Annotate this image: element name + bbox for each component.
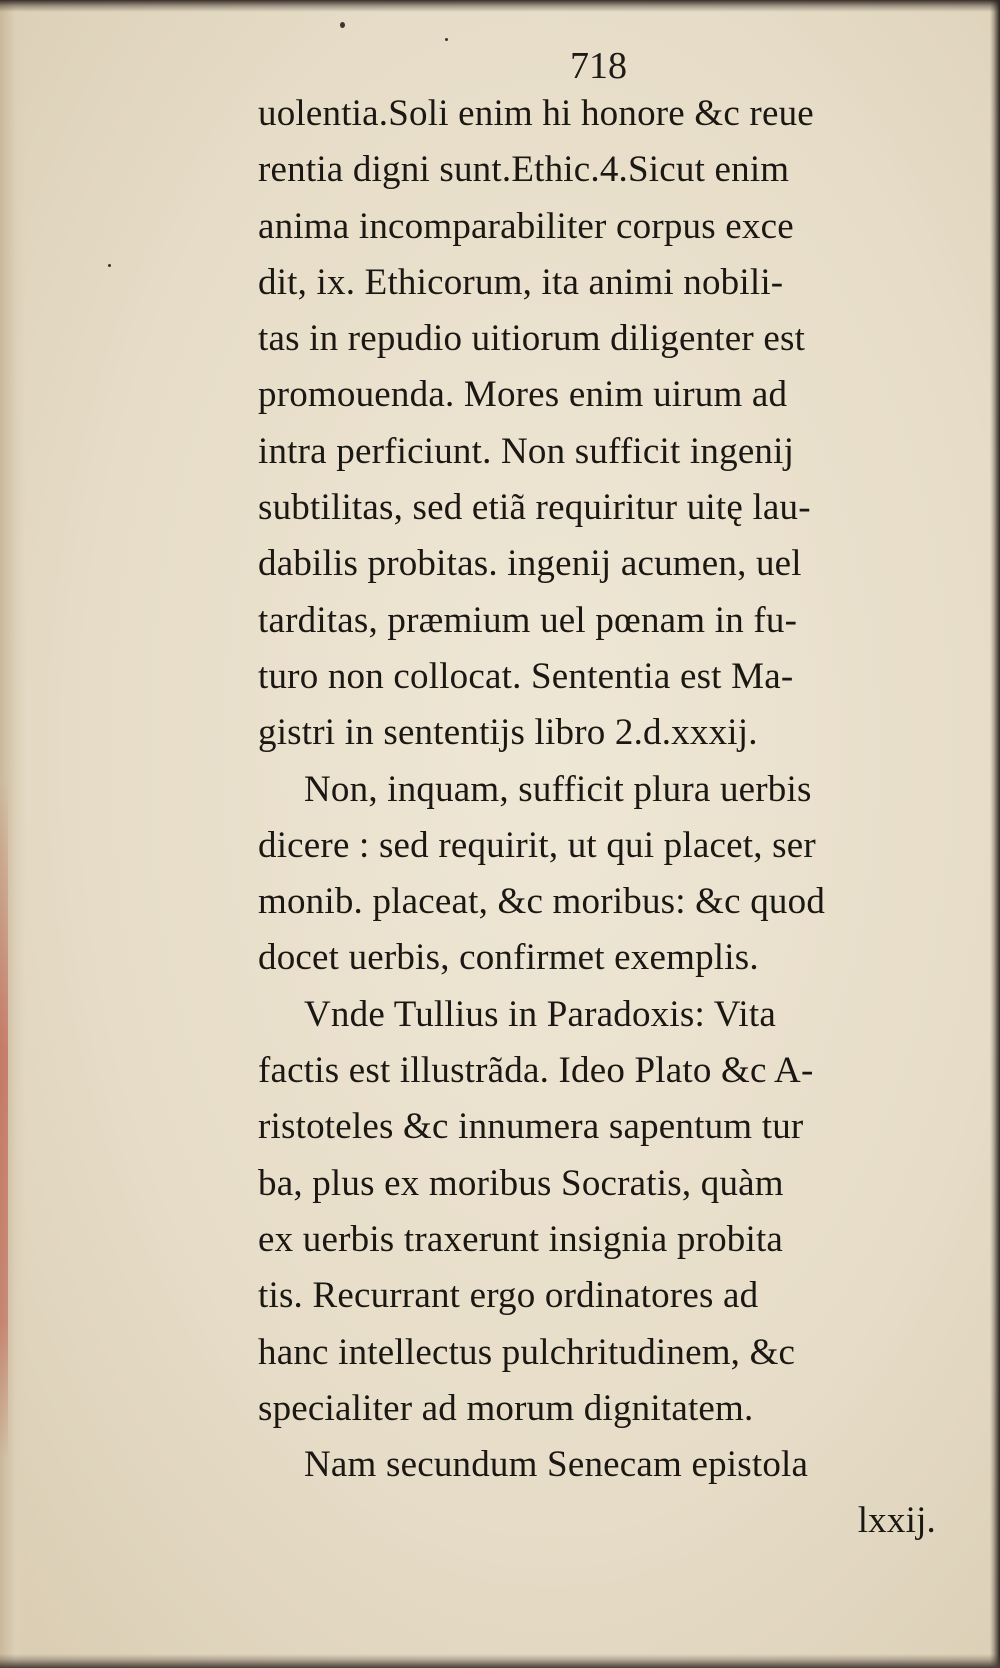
red-page-edge [0, 780, 8, 1460]
text-line: docet uerbis, confirmet exemplis. [258, 937, 759, 979]
text-line: ex uerbis traxerunt insignia probita [258, 1218, 784, 1260]
text-line: hanc intellectus pulchritudinem, &c [258, 1331, 796, 1373]
body-text [258, 86, 962, 1550]
text-line: tas in repudio uitiorum diligenter est [258, 318, 806, 360]
text-line: dabilis probitas. ingenij acumen, uel [258, 543, 802, 585]
paragraph-start-line: Non, inquam, sufficit plura uerbis [304, 768, 812, 810]
text-line: tis. Recurrant ergo ordinatores ad [258, 1275, 759, 1317]
text-line: ristoteles &c innumera sapentum tur [258, 1106, 804, 1148]
text-line: factis est illustrãda. Ideo Plato &c A- [258, 1050, 814, 1092]
top-page-edge [0, 0, 1000, 12]
text-line: turo non collocat. Sententia est Ma- [258, 655, 794, 697]
bottom-page-edge [0, 1654, 1000, 1668]
text-line-right: lxxij. [857, 1500, 936, 1542]
text-line: rentia digni sunt.Ethic.4.Sicut enim [258, 149, 790, 191]
ink-speck [340, 22, 345, 28]
ink-speck [108, 264, 111, 267]
paragraph-start-line: Vnde Tullius in Paradoxis: Vita [304, 993, 777, 1035]
ink-speck [445, 38, 448, 41]
text-line: promouenda. Mores enim uirum ad [258, 374, 788, 416]
text-line: intra perficiunt. Non sufficit ingenij [258, 430, 795, 472]
right-page-edge [990, 0, 1000, 1668]
text-line: ba, plus ex moribus Socratis, quàm [258, 1162, 784, 1204]
text-line: specialiter ad morum dignitatem. [258, 1387, 754, 1429]
text-line: gistri in sententijs libro 2.d.xxxij. [258, 712, 758, 754]
text-line: subtilitas, sed etiã requiritur uitę lau- [258, 487, 811, 529]
text-line: monib. placeat, &c moribus: &c quod [258, 881, 826, 923]
text-line: dicere : sed requirit, ut qui placet, ser [258, 824, 816, 866]
text-line: uolentia.Soli enim hi honore &c reue [258, 93, 814, 134]
text-line: tarditas, præmium uel pœnam in fu- [258, 599, 798, 641]
page-number: 718 [570, 45, 627, 87]
text-line: dit, ix. Ethicorum, ita animi nobili- [258, 261, 784, 303]
paragraph-start-line: Nam secundum Senecam epistola [304, 1444, 809, 1486]
text-line: anima incomparabiliter corpus exce [258, 205, 794, 247]
